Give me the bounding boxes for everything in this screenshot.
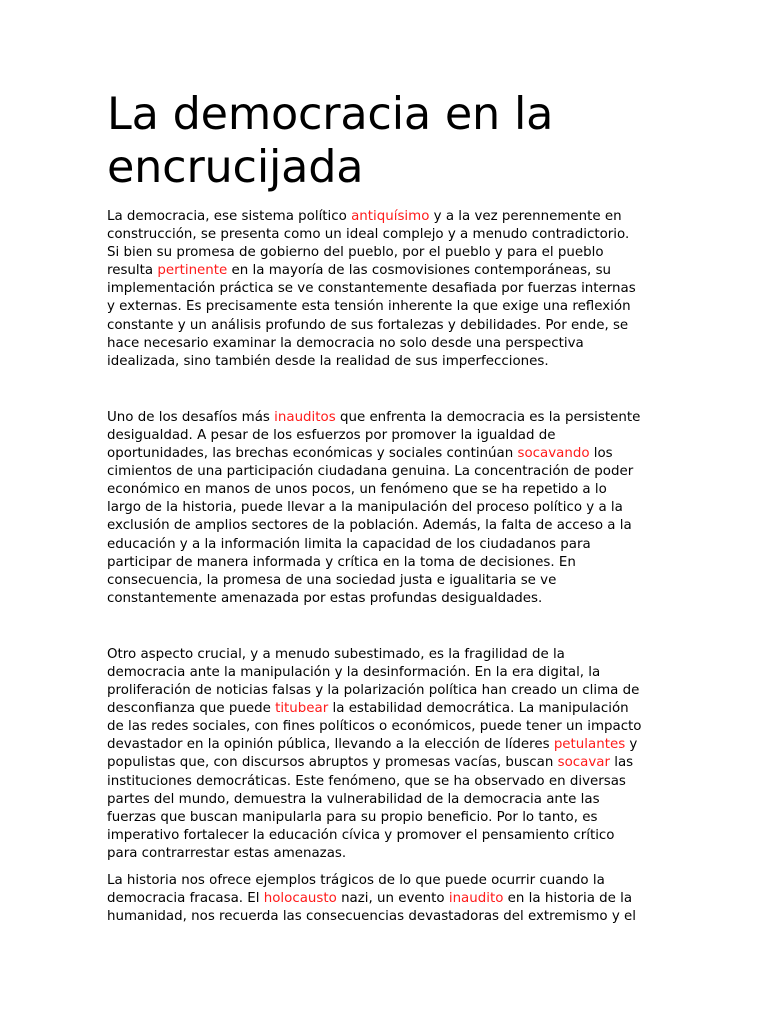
text-run: devastador en la opinión pública, llevando a la elección de líderes <box>107 737 554 753</box>
text-run: los <box>589 446 613 462</box>
text-run: y externas. Es precisamente esta tensión inherente la que exige una reflexión <box>107 299 631 315</box>
text-run: la estabilidad democrática. La manipulación <box>328 701 629 717</box>
document-title: La democracia en la encrucijada <box>107 89 554 193</box>
text-run: democracia ante la manipulación y la desinformación. En la era digital, la <box>107 664 601 680</box>
text-run: implementación práctica se ve constantemente desafiada por fuerzas internas <box>107 281 636 297</box>
highlighted-word: pertinente <box>157 263 228 279</box>
paragraph <box>107 646 667 863</box>
text-run: democracia fracasa. El <box>107 891 264 907</box>
text-run: desconfianza que puede <box>107 701 276 717</box>
text-run: idealizada, sino también desde la realidad de sus imperfecciones. <box>107 353 549 369</box>
text-run: educación y a la información limita la capacidad de los ciudadanos para <box>107 536 591 552</box>
text-run: Uno de los desafíos más <box>107 409 275 425</box>
highlighted-word: socavando <box>517 446 590 462</box>
text-run: desigualdad. A pesar de los esfuerzos por promover la igualdad de <box>107 427 556 443</box>
text-run: constante y un análisis profundo de sus fortalezas y debilidades. Por ende, se <box>107 317 629 333</box>
text-run: proliferación de noticias falsas y la polarización política han creado un clima de <box>107 683 640 699</box>
text-run: económico en manos de unos pocos, un fenómeno que se ha repetido a lo <box>107 482 607 498</box>
text-run: imperativo fortalecer la educación cívica y promover el pensamiento crítico <box>107 827 615 843</box>
highlighted-word: socavar <box>557 755 610 771</box>
paragraph <box>107 872 667 926</box>
text-run: constantemente amenazada por estas profundas desigualdades. <box>107 590 543 606</box>
text-run: participar de manera informada y crítica en la toma de decisiones. En <box>107 554 576 570</box>
text-run: instituciones democráticas. Este fenómeno, que se ha observado en diversas <box>107 773 626 789</box>
text-run: y a la vez perennemente en <box>429 209 622 224</box>
paragraph <box>107 409 667 608</box>
text-run: y <box>625 737 638 753</box>
text-run: nazi, un evento <box>336 891 449 907</box>
text-run: resulta <box>107 263 158 279</box>
text-run: de las redes sociales, con fines políticos o económicos, puede tener un impacto <box>107 719 642 735</box>
text-run: La historia nos ofrece ejemplos trágicos de lo que puede ocurrir cuando la <box>107 873 605 888</box>
text-run: oportunidades, las brechas económicas y sociales continúan <box>107 446 518 462</box>
text-run: fuerzas que buscan manipularla para su propio beneficio. Por lo tanto, es <box>107 809 598 825</box>
text-run: partes del mundo, demuestra la vulnerabilidad de la democracia ante las <box>107 791 600 807</box>
text-run: exclusión de amplios sectores de la población. Además, la falta de acceso a la <box>107 518 632 534</box>
text-run: Si bien su promesa de gobierno del pueblo, por el pueblo y para el pueblo <box>107 245 604 261</box>
paragraph-spacer <box>107 371 667 409</box>
text-run: populistas que, con discursos abruptos y promesas vacías, buscan <box>107 755 558 771</box>
text-run: las <box>610 755 634 771</box>
text-run: Otro aspecto crucial, y a menudo subestimado, es la fragilidad de la <box>107 646 565 662</box>
text-run: La democracia, ese sistema político <box>107 209 352 224</box>
paragraph-spacer <box>107 863 667 872</box>
text-run: construcción, se presenta como un ideal complejo y a menudo contradictorio. <box>107 227 630 243</box>
text-run: humanidad, nos recuerda las consecuencias devastadoras del extremismo y el <box>107 909 636 925</box>
highlighted-word: titubear <box>275 701 329 717</box>
document-body <box>107 208 667 926</box>
highlighted-word: holocausto <box>263 891 337 907</box>
highlighted-word: inaudito <box>448 891 504 907</box>
text-run: para contrarrestar estas amenazas. <box>107 845 347 861</box>
paragraph-spacer <box>107 608 667 646</box>
document-page <box>107 88 667 926</box>
text-run: que enfrenta la democracia es la persistente <box>335 409 641 425</box>
text-run: en la mayoría de las cosmovisiones contemporáneas, su <box>227 263 612 279</box>
text-run: en la historia de la <box>503 891 633 907</box>
highlighted-word: inauditos <box>274 409 336 425</box>
text-run: hace necesario examinar la democracia no solo desde una perspectiva <box>107 335 584 351</box>
paragraph <box>107 208 667 371</box>
highlighted-word: petulantes <box>553 737 626 753</box>
text-run: consecuencia, la promesa de una sociedad justa e igualitaria se ve <box>107 572 557 588</box>
text-run: largo de la historia, puede llevar a la manipulación del proceso político y a la <box>107 500 623 516</box>
highlighted-word: antiquísimo <box>351 209 430 224</box>
text-run: cimientos de una participación ciudadana genuina. La concentración de poder <box>107 464 634 480</box>
